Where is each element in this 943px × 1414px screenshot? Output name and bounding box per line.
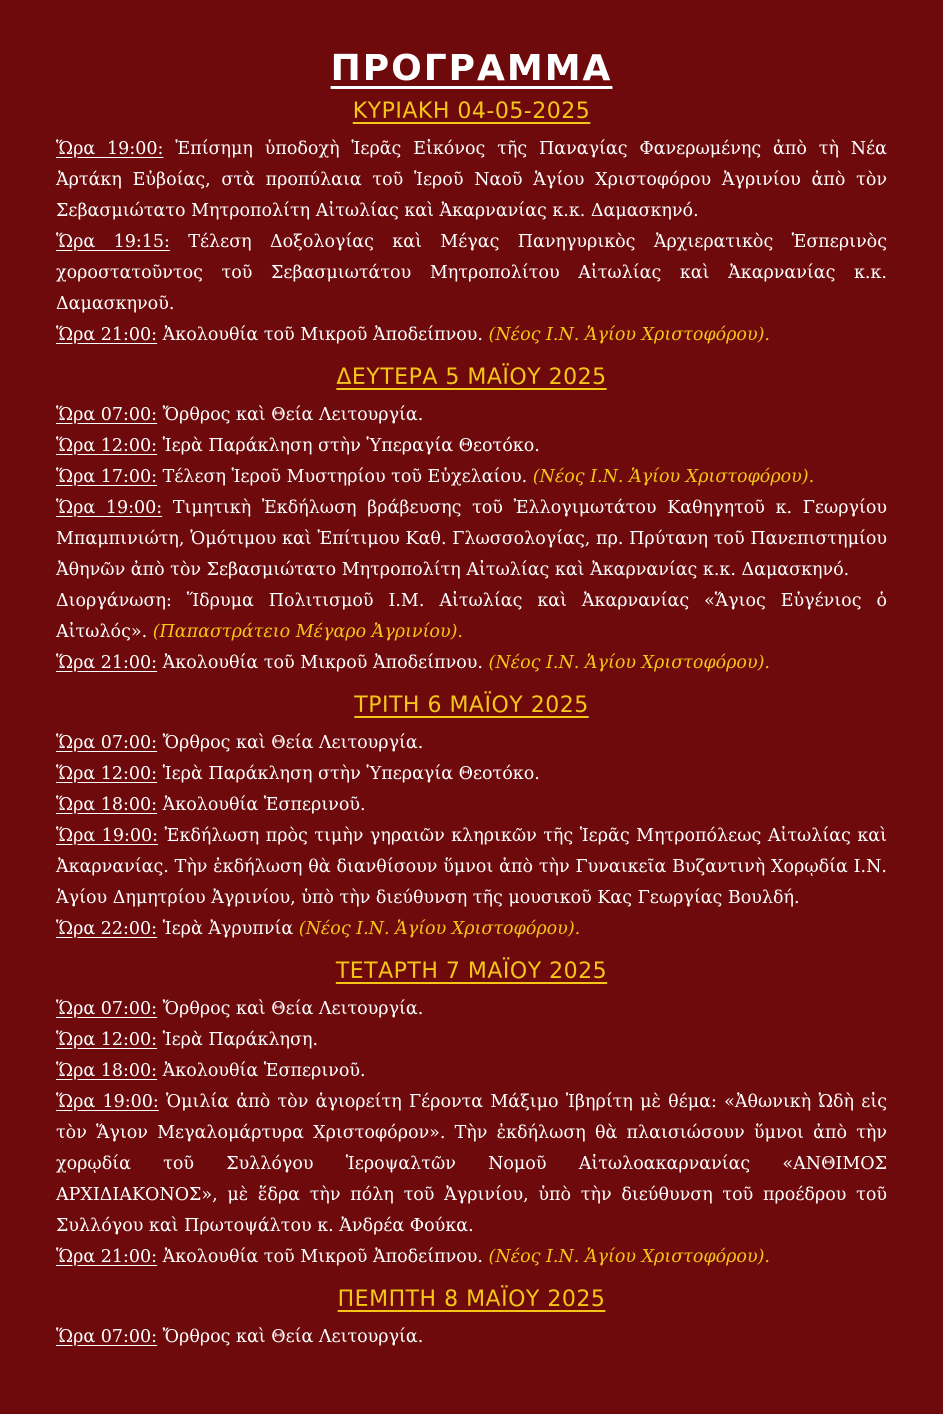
schedule-entry (56, 914, 887, 945)
entry-text: Ἱερὰ Ἀγρυπνία (157, 919, 299, 939)
entry-text: Ὄρθρος καὶ Θεία Λειτουργία. (157, 999, 424, 1019)
schedule-entry (56, 1025, 887, 1056)
entry-time: Ὥρα 19:00: (56, 826, 159, 846)
entry-time: Ὥρα 22:00: (56, 919, 158, 939)
entry-text: Ἀκολουθία Ἑσπερινοῦ. (157, 795, 366, 815)
entry-text: Ὄρθρος καὶ Θεία Λειτουργία. (157, 733, 424, 753)
day-heading-sunday: ΚΥΡΙΑΚΗ 04-05-2025 (352, 99, 591, 124)
entry-place: (Νέος Ι.Ν. Ἁγίου Χριστοφόρου). (298, 919, 581, 939)
entry-time: Ὥρα 12:00: (56, 436, 158, 456)
entry-time: Ὥρα 21:00: (56, 1247, 158, 1267)
schedule-entry (56, 1322, 887, 1353)
entry-time: Ὥρα 19:15: (56, 232, 170, 252)
day-heading-tuesday: ΤΡΙΤΗ 6 ΜΑΪΟΥ 2025 (354, 693, 589, 718)
entry-place: (Νέος Ι.Ν. Ἁγίου Χριστοφόρου). (488, 1247, 770, 1267)
schedule-entry (56, 648, 887, 679)
entry-time: Ὥρα 07:00: (56, 1327, 158, 1347)
schedule-entry (56, 821, 887, 914)
schedule-entry (56, 462, 887, 493)
entry-time: Ὥρα 07:00: (56, 405, 158, 425)
entry-place: (Νέος Ι.Ν. Ἁγίου Χριστοφόρου). (488, 325, 770, 345)
entry-text: Ἱερὰ Παράκληση. (157, 1030, 319, 1050)
schedule-entry (56, 1087, 887, 1242)
note-place: (Παπαστράτειο Μέγαρο Ἀγρινίου). (152, 622, 463, 642)
entry-text: Ἐπίσημη ὑποδοχὴ Ἱερᾶς Εἰκόνος τῆς Παναγίας Φανερωμένης ἀπὸ τὴ Νέα Ἀρτάκη Εὐβοίας, στὰ προπύλαια τοῦ Ἱεροῦ Ναοῦ Ἁγίου Χριστοφόρου Ἀγρινίου ἀπὸ τὸν Σεβασμιώτατο Μητροπολίτη Αἰτωλίας καὶ Ἀκαρνανίας κ.κ. Δαμασκηνό. (56, 139, 888, 221)
entry-time: Ὥρα 17:00: (56, 467, 158, 487)
day-heading-thursday: ΠΕΜΠΤΗ 8 ΜΑΪΟΥ 2025 (337, 1287, 606, 1312)
schedule-entry (56, 759, 887, 790)
entry-time: Ὥρα 21:00: (56, 653, 158, 673)
page-title: ΠΡΟΓΡΑΜΜΑ (330, 48, 613, 89)
entry-place: (Νέος Ι.Ν. Ἁγίου Χριστοφόρου). (532, 467, 815, 487)
schedule-entry (56, 400, 887, 431)
schedule-entry (56, 1056, 887, 1087)
schedule-entry (56, 320, 887, 351)
schedule-entry (56, 431, 887, 462)
schedule-entry (56, 1242, 887, 1273)
entry-text: Ἐκδήλωση πρὸς τιμὴν γηραιῶν κληρικῶν τῆς Ἱερᾶς Μητροπόλεως Αἰτωλίας καὶ Ἀκαρνανίας. Τὴν ἐκδήλωση θὰ διανθίσουν ὕμνοι ἀπὸ τὴν Γυναικεῖα Βυζαντινὴ Χορῳδία Ι.Ν. Ἁγίου Δημητρίου Ἀγρινίου, ὑπὸ τὴν διεύθυνση τῆς μουσικοῦ Κας Γεωργίας Βουλδή. (56, 826, 887, 908)
entry-text: Τέλεση Ἱεροῦ Μυστηρίου τοῦ Εὐχελαίου. (157, 467, 533, 487)
schedule-entry (56, 790, 887, 821)
schedule-entry (56, 493, 887, 586)
entry-text: Τέλεση Δοξολογίας καὶ Μέγας Πανηγυρικὸς Ἀρχιερατικὸς Ἑσπερινὸς χοροστατοῦντος τοῦ Σεβασμιωτάτου Μητροπολίτου Αἰτωλίας καὶ Ἀκαρνανίας κ.κ. Δαμασκηνοῦ. (56, 232, 888, 314)
entry-text: Ὄρθρος καὶ Θεία Λειτουργία. (157, 1327, 424, 1347)
entry-time: Ὥρα 19:00: (56, 139, 164, 159)
entry-time: Ὥρα 19:00: (56, 1092, 159, 1112)
entry-text: Ἱερὰ Παράκληση στὴν Ὑπεραγία Θεοτόκο. (157, 764, 540, 784)
entry-text: Ἀκολουθία τοῦ Μικροῦ Ἀποδείπνου. (157, 1247, 489, 1267)
day-heading-wednesday: ΤΕΤΑΡΤΗ 7 ΜΑΪΟΥ 2025 (335, 959, 608, 984)
note-text: Διοργάνωση: Ἵδρυμα Πολιτισμοῦ Ι.Μ. Αἰτωλίας καὶ Ἀκαρνανίας «Ἅγιος Εὐγένιος ὁ Αἰτωλός». (56, 591, 887, 642)
schedule-entry (56, 994, 887, 1025)
entry-text: Ὄρθρος καὶ Θεία Λειτουργία. (157, 405, 424, 425)
schedule-entry (56, 134, 887, 227)
entry-time: Ὥρα 07:00: (56, 999, 158, 1019)
entry-text: Τιμητικὴ Ἐκδήλωση βράβευσης τοῦ Ἐλλογιμωτάτου Καθηγητοῦ κ. Γεωργίου Μπαμπινιώτη, Ὁμότιμου καὶ Ἐπίτιμου Καθ. Γλωσσολογίας, πρ. Πρύτανη τοῦ Πανεπιστημίου Ἀθηνῶν ἀπὸ τὸν Σεβασμιώτατο Μητροπολίτη Αἰτωλίας καὶ Ἀκαρνανίας κ.κ. Δαμασκηνό. (56, 498, 888, 580)
entry-text: Ὁμιλία ἀπὸ τὸν ἁγιορείτη Γέροντα Μάξιμο Ἰβηρίτη μὲ θέμα: «Ἀθωνικὴ Ὠδὴ εἰς τὸν Ἅγιον Μεγαλομάρτυρα Χριστοφόρον». Τὴν ἐκδήλωση θὰ πλαισιώσουν ὕμνοι ἀπὸ τὴν χορῳδία τοῦ Συλλόγου Ἱεροψαλτῶν Νομοῦ Αἰτωλοακαρνανίας «ΑΝΘΙΜΟΣ ΑΡΧΙΔΙΑΚΟΝΟΣ», μὲ ἕδρα τὴν πόλη τοῦ Ἀγρινίου, ὑπὸ τὴν διεύθυνση τοῦ προέδρου τοῦ Συλλόγου καὶ Πρωτοψάλτου κ. Ἀνδρέα Φούκα. (56, 1092, 887, 1236)
organizer-note (56, 586, 887, 648)
entry-text: Ἱερὰ Παράκληση στὴν Ὑπεραγία Θεοτόκο. (157, 436, 540, 456)
entry-time: Ὥρα 19:00: (56, 498, 163, 518)
schedule-entry (56, 728, 887, 759)
entry-text: Ἀκολουθία Ἑσπερινοῦ. (157, 1061, 366, 1081)
entry-time: Ὥρα 21:00: (56, 325, 158, 345)
schedule-entry (56, 227, 887, 320)
entry-text: Ἀκολουθία τοῦ Μικροῦ Ἀποδείπνου. (157, 325, 489, 345)
day-heading-monday: ΔΕΥΤΕΡΑ 5 ΜΑΪΟΥ 2025 (336, 365, 607, 390)
entry-time: Ὥρα 18:00: (56, 795, 158, 815)
entry-place: (Νέος Ι.Ν. Ἁγίου Χριστοφόρου). (488, 653, 770, 673)
entry-time: Ὥρα 12:00: (56, 764, 158, 784)
entry-time: Ὥρα 12:00: (56, 1030, 158, 1050)
entry-time: Ὥρα 07:00: (56, 733, 158, 753)
entry-time: Ὥρα 18:00: (56, 1061, 158, 1081)
entry-text: Ἀκολουθία τοῦ Μικροῦ Ἀποδείπνου. (157, 653, 489, 673)
